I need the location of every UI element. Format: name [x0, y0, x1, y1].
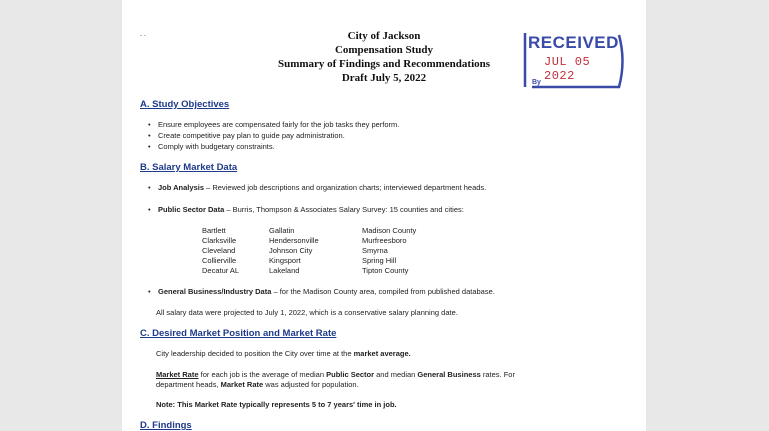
received-stamp: [522, 31, 628, 94]
market-rate-text: and median: [374, 370, 418, 379]
survey-city: Decatur AL: [202, 266, 240, 275]
survey-city: Clarksville: [202, 236, 237, 245]
market-rate-text: was adjusted for population.: [263, 380, 359, 389]
job-analysis-bullet: [158, 183, 486, 192]
section-a-heading: A. Study Objectives: [140, 99, 230, 110]
public-sector-term: Public Sector: [326, 370, 375, 379]
job-analysis-text: – Reviewed job descriptions and organization charts; interviewed department heads.: [204, 183, 487, 192]
market-rate-text: department heads,: [156, 380, 221, 389]
section-b-heading: B. Salary Market Data: [140, 162, 238, 173]
stamp-by-label: By: [532, 79, 541, 86]
public-sector-label: Public Sector Data: [158, 205, 225, 214]
survey-city: Cleveland: [202, 246, 236, 255]
survey-city: Kingsport: [269, 256, 301, 265]
survey-city: Smyrna: [362, 246, 388, 255]
scan-speck: - -: [140, 33, 146, 39]
survey-city: Lakeland: [269, 266, 300, 275]
market-rate-term: Market Rate: [220, 380, 264, 389]
market-rate-term: Market Rate: [156, 370, 199, 379]
market-rate-text: for each job is the average of median: [198, 370, 327, 379]
market-rate-text: rates. For: [480, 370, 515, 379]
survey-city: Johnson City: [269, 246, 313, 255]
survey-city: Tipton County: [362, 266, 409, 275]
business-data-text: – for the Madison County area, compiled from published database.: [271, 287, 495, 296]
market-rate-paragraph: [156, 370, 515, 379]
survey-city: Spring Hill: [362, 256, 397, 265]
survey-city: Gallatin: [269, 226, 295, 235]
stamp-date: JUL 05 2022: [544, 55, 591, 83]
survey-city: Bartlett: [202, 226, 226, 235]
market-position-paragraph: [156, 349, 411, 358]
business-data-bullet: [158, 287, 495, 296]
right-margin-backdrop: [646, 0, 769, 431]
general-business-term: General Business: [417, 370, 481, 379]
business-data-label: General Business/Industry Data: [158, 287, 272, 296]
public-sector-bullet: [158, 205, 464, 214]
survey-city: Murfreesboro: [362, 236, 407, 245]
market-rate-note: Note: This Market Rate typically represents 5 to 7 years' time in job.: [156, 400, 397, 409]
market-position-text: City leadership decided to position the City over time at the: [156, 349, 354, 358]
section-c-heading: C. Desired Market Position and Market Rate: [140, 328, 337, 339]
survey-city: Madison County: [362, 226, 417, 235]
public-sector-text: – Burris, Thompson & Associates Salary Survey: 15 counties and cities:: [224, 205, 464, 214]
objective-bullet: • Ensure employees are compensated fairly for the job tasks they perform.: [158, 120, 399, 129]
doc-title-summary: Summary of Findings and Recommendations: [277, 58, 491, 70]
survey-city: Collierville: [202, 256, 237, 265]
section-d-heading: D. Findings: [140, 420, 192, 431]
objective-bullet: • Create competitive pay plan to guide pay administration.: [158, 131, 345, 140]
doc-title-city: City of Jackson: [347, 30, 421, 42]
market-average-term: market average.: [353, 349, 411, 358]
job-analysis-label: Job Analysis: [158, 183, 204, 192]
left-margin-backdrop: [0, 0, 122, 431]
objective-bullet: • Comply with budgetary constraints.: [158, 142, 275, 151]
stamp-received-label: RECEIVED: [528, 33, 619, 52]
projection-note: All salary data were projected to July 1, 2022, which is a conservative salary planning date.: [156, 308, 458, 317]
survey-city: Hendersonville: [269, 236, 319, 245]
document-page: [122, 0, 646, 431]
doc-title-draft-date: Draft July 5, 2022: [341, 72, 427, 84]
doc-title-study: Compensation Study: [334, 44, 434, 56]
market-rate-paragraph-line2: [156, 380, 359, 389]
